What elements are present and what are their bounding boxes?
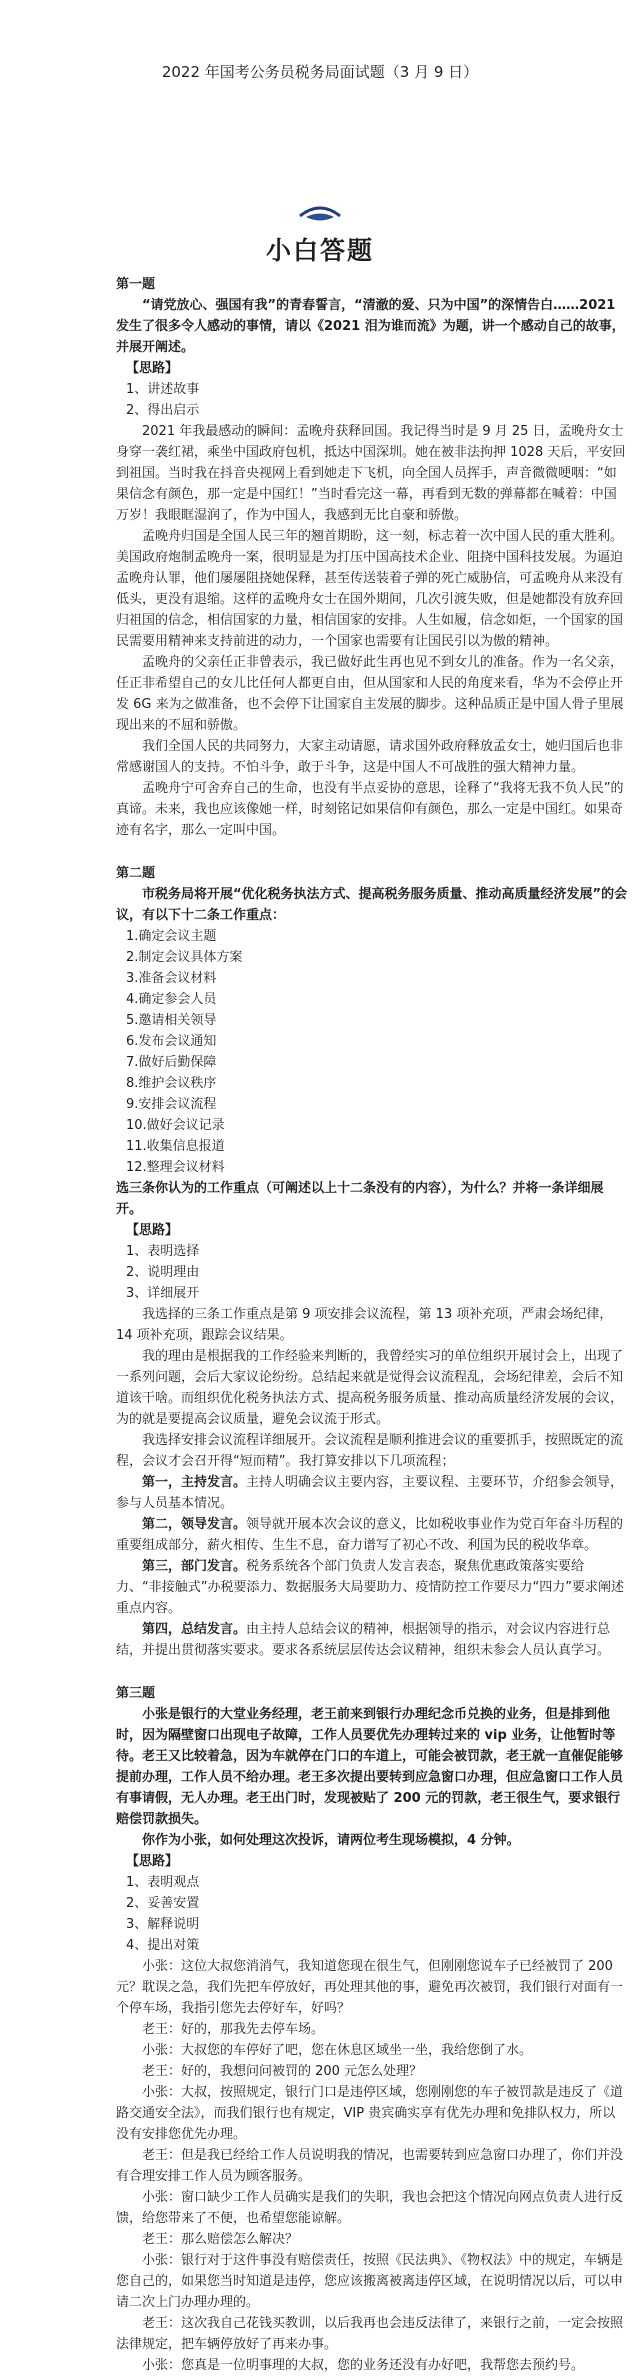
- question-3-scenario: 小张是银行的大堂业务经理，老王前来到银行办理纪念币兑换的业务，但是排到他时，因为隔壁窗口出现电子故障，工作人员要优先办理转过来的 vip 业务，让他暂时等待。老王又比较着急，因为车就停在门口的车道上，可能会被罚款，老王就一直催促能够提前办理，工作人员不给办理。老王多次提出要转到应急窗口办理，但应急窗口工作人员有事请假，无人办理。老王出门时，发现被贴了 200 元的罚款，老王很生气，要求银行赔偿罚款损失。: [116, 1707, 624, 1827]
- answer-paragraph: 孟晚舟宁可舍弃自己的生命，也没有半点妥协的意思，诠释了“我将无我不负人民”的真谛。未来，我也应该像她一样，时刻铭记如果信仰有颜色，那么一定是中国红。如果奇迹有名字，那么一定叫中国。: [116, 781, 624, 838]
- work-item: 7.做好后勤保障: [126, 1055, 217, 1070]
- brand-title: 小白答题: [265, 236, 374, 265]
- answer-step: [116, 1472, 628, 1514]
- work-item: 8.维护会议秩序: [126, 1076, 217, 1091]
- answer-paragraph: 孟晚舟的父亲任正非曾表示，我已做好此生再也见不到女儿的准备。作为一名父亲，任正非希望自己的女儿比任何人都更自由，但从国家和人民的角度来看，华为不会停止开发 6G 来为之做准备，也不会停下让国家自主发展的脚步。这种品质正是中国人骨子里展现出来的不屈和骄傲。: [116, 655, 624, 733]
- step-lead: 第三，部门发言。: [142, 1559, 247, 1574]
- document-body: [116, 272, 628, 2376]
- work-item: 2.制定会议具体方案: [126, 950, 243, 965]
- question-1: [116, 274, 628, 841]
- answer-paragraph: 我们全国人民的共同努力，大家主动请愿，请求国外政府释放孟女士，她归国后也非常感谢国人的支持。不怕斗争，敢于斗争，这是中国人不可战胜的强大精神力量。: [116, 739, 624, 775]
- work-item: 1.确定会议主题: [126, 929, 217, 944]
- answer-paragraph: 孟晚舟归国是全国人民三年的翘首期盼，这一刻，标志着一次中国人民的重大胜利。美国政府炮制孟晚舟一案，很明显是为打压中国高技术企业、阻挠中国科技发展。为逼迫孟晚舟认罪，他们屡屡阻挠她保释，甚至传送装着子弹的死亡威胁信，可孟晚舟从来没有低头，更没有退缩。这样的孟晚舟女士在国外期间，几次引渡失败，但是她都没有放弃回归祖国的信念，相信国家的力量，相信国家的安排。人生如履，信念如炬，一个国家的国民需要用精神来支持前进的动力，一个国家也需要有让国民引以为傲的精神。: [116, 529, 624, 649]
- question-1-title: 第一题: [116, 277, 156, 292]
- question-3-outline: [116, 1851, 628, 1956]
- dialogue-line: 老王：好的，我想问问被罚的 200 元怎么处理？: [142, 2064, 423, 2079]
- answer-paragraph: 我选择的三条工作重点是第 9 项安排会议流程，第 13 项补充项，严肃会场纪律，14 项补充项，跟踪会议结果。: [116, 1307, 613, 1343]
- answer-step: [116, 1556, 628, 1619]
- work-item: 3.准备会议材料: [126, 971, 217, 986]
- work-item: 6.发布会议通知: [126, 1034, 217, 1049]
- outline-title: 【思路】: [126, 1223, 179, 1238]
- step-lead: 第二，领导发言。: [142, 1517, 247, 1532]
- work-item: 9.安排会议流程: [126, 1097, 217, 1112]
- eye-logo-icon: [298, 202, 342, 224]
- answer-paragraph: 我的理由是根据我的工作经验来判断的，我曾经实习的单位组织开展讨会上，出现了一系列问题，会后大家议论纷纷。总结起来就是觉得会议流程乱，会场纪律差，会后不知道该干啥。而组织优化税务执法方式、提高税务服务质量、推动高质量经济发展的会议，为的就是要提高会议质量，避免会议流于形式。: [116, 1349, 624, 1427]
- dialogue-line: 老王：好的，那我先去停车场。: [142, 2022, 325, 2037]
- question-2-ask: 选三条你认为的工作重点（可阐述以上十二条没有的内容），为什么？并将一条详细展开。: [116, 1181, 604, 1217]
- step-text: 主持人明确会议主要内容，主要议程、主要环节，介绍参会领导，参与人员基本情况。: [116, 1475, 624, 1511]
- question-2-title: 第二题: [116, 866, 156, 881]
- question-2-prompt: 市税务局将开展“优化税务执法方式、提高税务服务质量、推动高质量经济发展”的会议，有以下十二条工作重点：: [116, 887, 628, 923]
- outline-item: 1、讲述故事: [126, 382, 200, 397]
- outline-item: 1、表明选择: [126, 1244, 200, 1259]
- question-1-outline: [116, 358, 628, 421]
- outline-item: 4、提出对策: [126, 1938, 200, 1953]
- outline-item: 2、得出启示: [126, 403, 200, 418]
- dialogue-line: 小张：大叔您的车停好了吧，您在休息区域坐一坐，我给您倒了水。: [142, 2043, 533, 2058]
- work-item: 11.收集信息报道: [126, 1139, 225, 1154]
- step-lead: 第四，总结发言。: [142, 1622, 247, 1637]
- question-2-outline: [116, 1220, 628, 1304]
- outline-item: 3、解释说明: [126, 1917, 200, 1932]
- outline-title: 【思路】: [126, 1854, 179, 1869]
- question-3-ask: 你作为小张，如何处理这次投诉，请两位考生现场模拟，4 分钟。: [142, 1833, 520, 1848]
- outline-item: 3、详细展开: [126, 1286, 200, 1301]
- question-2: [116, 863, 628, 1661]
- dialogue-line: 小张：大叔，按照规定，银行门口是违停区域，您刚刚您的车子被罚款是违反了《道路交通安全法》，而我们银行也有规定，VIP 贵宾确实享有优先办理和免排队权力，所以没有安排您优先办理。: [116, 2085, 624, 2142]
- outline-item: 1、表明观点: [126, 1875, 200, 1890]
- step-text: 领导就开展本次会议的意义，比如税收事业作为党百年奋斗历程的重要组成部分，薪火相传、生生不息，奋力谱写了初心不改、利国为民的税收华章。: [116, 1517, 624, 1553]
- work-item: 10.做好会议记录: [126, 1118, 225, 1133]
- answer-paragraph: 2021 年我最感动的瞬间：孟晚舟获释回国。我记得当时是 9 月 25 日，孟晚舟女士身穿一袭红裙，乘坐中国政府包机，抵达中国深圳。她在被非法拘押 1028 天后，平安回到祖国。当时我在抖音央视网上看到她走下飞机，向全国人员挥手，声音微微哽咽：“如果信念有颜色，那一定是中国红！”当时看完这一幕，再看到无数的弹幕都在喊着：中国万岁！我眼眶湿润了，作为中国人，我感到无比自豪和骄傲。: [116, 424, 626, 523]
- outline-item: 2、妥善安置: [126, 1896, 200, 1911]
- dialogue-line: 老王：但是我已经给工作人员说明我的情况，也需要转到应急窗口办理了，你们并没有合理安排工作人员为顾客服务。: [116, 2148, 624, 2184]
- question-1-prompt: “请党放心、强国有我”的青春誓言，“清澈的爱、只为中国”的深情告白……2021 发生了很多令人感动的事情，请以《2021 泪为谁而流》为题，讲一个感动自己的故事，并展开阐述。: [116, 298, 625, 355]
- work-item-list: [116, 926, 628, 1178]
- step-text: 由主持人总结会议的精神，根据领导的指示，对会议内容进行总结，并提出贯彻落实要求。要求各系统层层传达会议精神，组织未参会人员认真学习。: [116, 1622, 611, 1658]
- answer-step: [116, 1619, 628, 1661]
- answer-paragraph: 我选择安排会议流程详细展开。会议流程是顺利推进会议的重要抓手，按照既定的流程，会议才会召开得“短而精”。我打算安排以下几项流程；: [116, 1433, 624, 1469]
- document-title: 2022 年国考公务员税务局面试题（3 月 9 日）: [161, 63, 479, 81]
- question-3-title: 第三题: [116, 1686, 156, 1701]
- work-item: 5.邀请相关领导: [126, 1013, 217, 1028]
- outline-title: 【思路】: [126, 361, 179, 376]
- work-item: 12.整理会议材料: [126, 1160, 225, 1175]
- dialogue-line: 小张：银行对于这件事没有赔偿责任，按照《民法典》、《物权法》中的规定，车辆是您自己的，如果您当时知道是违停，您应该搬离被离违停区域，在说明情况以后，可以申请二次上门办理办理的。: [116, 2253, 624, 2310]
- answer-step: [116, 1514, 628, 1556]
- step-lead: 第一，主持发言。: [142, 1475, 247, 1490]
- question-3: [116, 1683, 628, 2376]
- dialogue-line: 老王：这次我自己花钱买教训，以后我再也会违反法律了，来银行之前，一定会按照法律规定，把车辆停放好了再来办事。: [116, 2316, 624, 2352]
- step-text: 税务系统各个部门负责人发言表态，聚焦优惠政策落实要给力、“非接触式”办税要添力、数据服务大局要助力、疫情防控工作要尽力“四力”要求阐述重点内容。: [116, 1559, 624, 1616]
- dialogue-line: 小张：这位大叔您消消气，我知道您现在很生气，但刚刚您说车子已经被罚了 200 元？耽误之急，我们先把车停放好，再处理其他的事，避免再次被罚，我们银行对面有一个停车场，我指引您先去停好车，好吗？: [116, 1959, 624, 2016]
- dialogue-line: 小张：您真是一位明事理的大叔，您的业务还没有办好吧，我帮您去预约号。: [142, 2358, 585, 2373]
- dialogue-line: 老王：那么赔偿怎么解决？: [142, 2232, 299, 2247]
- work-item: 4.确定参会人员: [126, 992, 217, 1007]
- outline-item: 2、说明理由: [126, 1265, 200, 1280]
- dialogue-line: 小张：窗口缺少工作人员确实是我们的失职，我也会把这个情况向网点负责人进行反馈，给您带来了不便，也希望您能谅解。: [116, 2190, 624, 2226]
